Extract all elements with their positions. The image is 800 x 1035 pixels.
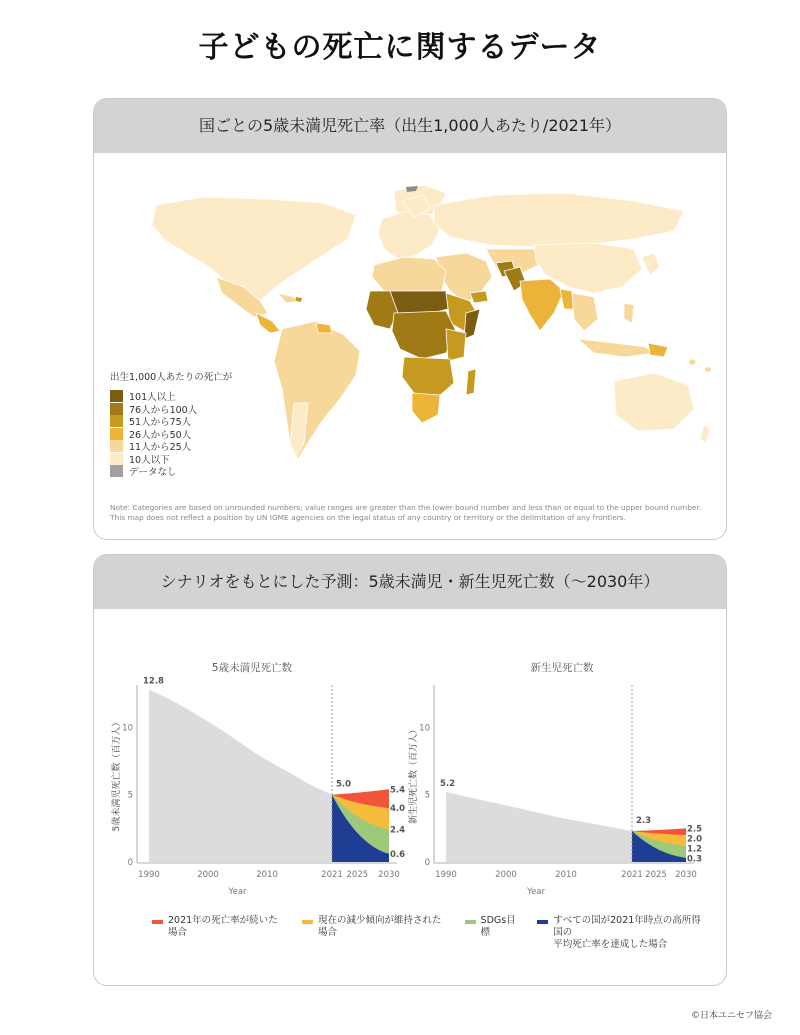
x-tick-label: 2000	[495, 870, 517, 880]
chart-title: 新生児死亡数	[530, 662, 594, 674]
map-legend-label: 10人以下	[129, 454, 170, 466]
y-tick-label: 5	[424, 790, 430, 801]
map-legend-label: 26人から50人	[129, 429, 192, 441]
map-legend-label: 51人から75人	[129, 417, 192, 429]
map-legend	[110, 369, 232, 478]
projection-panel-title: シナリオをもとにした予測：5歳未満児・新生児死亡数（〜2030年）	[94, 555, 726, 609]
x-tick-label: 2025	[346, 870, 369, 880]
data-label-2030: 2.5	[687, 824, 703, 835]
projection-panel	[93, 554, 727, 986]
map-legend-swatch	[110, 440, 123, 452]
data-label-2030: 1.2	[687, 844, 703, 855]
scenario-legend-label: すべての国が2021年時点の高所得国の 平均死亡率を達成した場合	[553, 915, 701, 950]
map-legend-item	[110, 440, 232, 453]
scenario-legend-marker	[465, 920, 476, 924]
x-axis-label: Year	[228, 887, 247, 897]
data-label-2030: 2.0	[687, 834, 703, 845]
map-legend-item	[110, 465, 232, 478]
scenario-legend-label: SDGs目標	[480, 915, 516, 938]
map-europe	[378, 211, 440, 259]
map-legend-item	[110, 415, 232, 428]
map-central-america	[256, 313, 280, 333]
data-label-2030: 2.4	[390, 825, 406, 836]
map-madagascar	[466, 369, 476, 395]
data-label-2030: 4.0	[390, 804, 406, 815]
map-legend-item	[110, 403, 232, 416]
map-note: Note: Categories are based on unrounded numbers; value ranges are greater than the lower bound number and less than or equal to the upper bound number. This map does not reflect a position by UN IGME agencies on the legal status of any country or territory or the delimitation of any frontiers.	[110, 503, 702, 522]
y-axis-label: 5歳未満児死亡数（百万人）	[112, 717, 122, 832]
map-india	[520, 279, 564, 331]
map-indonesia	[578, 339, 654, 357]
x-axis-label: Year	[527, 887, 545, 897]
x-tick-label: 2021	[621, 870, 643, 880]
page-title: 子どもの死亡に関するデータ	[198, 30, 602, 65]
data-label-start: 12.8	[143, 676, 164, 687]
map-legend-swatch	[110, 415, 123, 427]
map-legend-item	[110, 390, 232, 403]
map-australia	[614, 373, 694, 431]
map-east-africa	[446, 329, 466, 361]
scenario-legend-item	[152, 915, 286, 939]
map-myanmar	[560, 289, 574, 309]
x-tick-label: 2030	[675, 870, 697, 880]
x-tick-label: 2000	[197, 870, 219, 880]
map-legend-swatch	[110, 403, 123, 415]
x-tick-label: 2025	[645, 870, 667, 880]
data-label-2030: 0.6	[390, 849, 406, 860]
x-tick-label: 2030	[378, 870, 400, 880]
map-south-america	[274, 321, 360, 459]
history-area	[149, 690, 332, 862]
map-somalia	[464, 309, 480, 339]
map-legend-swatch	[110, 390, 123, 402]
scenario-legend-marker	[537, 920, 548, 924]
map-panel-title: 国ごとの5歳未満児死亡率（出生1,000人あたり/2021年）	[94, 99, 726, 153]
map-north-america	[152, 197, 356, 299]
map-legend-swatch	[110, 428, 123, 440]
history-area	[446, 792, 632, 862]
chart-title: 5歳未満児死亡数	[211, 662, 293, 674]
map-legend-label: 11人から25人	[129, 442, 192, 454]
map-legend-label: 101人以上	[129, 392, 176, 404]
y-tick-label: 10	[122, 723, 133, 734]
map-guyana	[316, 323, 332, 333]
map-indochina	[572, 293, 598, 331]
y-tick-label: 0	[424, 858, 430, 868]
map-legend-swatch	[110, 453, 123, 465]
data-label-2030: 0.3	[687, 854, 703, 865]
map-legend-label: データなし	[129, 467, 177, 479]
y-tick-label: 10	[419, 723, 430, 734]
map-png	[648, 343, 668, 357]
data-label-2021: 2.3	[636, 816, 652, 827]
y-tick-label: 0	[127, 858, 133, 868]
x-tick-label: 2010	[256, 870, 278, 880]
scenario-legend	[152, 915, 722, 951]
scenario-legend-marker	[152, 920, 163, 924]
scenario-legend-label: 現在の減少傾向が維持された場合	[317, 915, 442, 938]
data-label-2030: 5.4	[390, 785, 406, 796]
map-philippines	[624, 303, 634, 323]
x-tick-label: 2021	[321, 870, 343, 880]
map-pacific-islands	[689, 359, 696, 365]
data-label-start: 5.2	[440, 779, 456, 789]
scenario-legend-item	[537, 915, 706, 951]
scenario-legend-label: 2021年の死亡率が続いた場合	[168, 915, 278, 938]
x-tick-label: 1990	[138, 870, 160, 880]
map-pacific-islands-2	[705, 367, 711, 372]
map-panel	[93, 98, 727, 540]
scenario-legend-item	[302, 915, 449, 939]
x-tick-label: 2010	[555, 870, 577, 880]
map-new-zealand	[700, 425, 710, 443]
projection-charts	[94, 609, 726, 909]
map-legend-item	[110, 453, 232, 466]
map-legend-swatch	[110, 465, 123, 477]
map-legend-title: 出生1,000人あたりの死亡が	[110, 372, 233, 383]
map-yemen	[470, 291, 488, 303]
map-legend-label: 76人から100人	[129, 404, 198, 416]
scenario-legend-marker	[302, 920, 313, 924]
map-southern-africa-mid	[402, 357, 454, 397]
x-tick-label: 1990	[435, 870, 457, 880]
y-axis-label: 新生児死亡数（百万人）	[409, 724, 419, 825]
map-japan-korea	[642, 253, 660, 275]
map-south-africa	[412, 393, 440, 423]
copyright: ©日本ユニセフ協会	[690, 1011, 772, 1021]
y-tick-label: 5	[127, 790, 133, 801]
scenario-legend-item	[465, 915, 522, 939]
map-north-africa	[372, 257, 446, 293]
map-russia	[434, 193, 684, 247]
data-label-2021: 5.0	[336, 779, 352, 790]
map-legend-item	[110, 428, 232, 441]
